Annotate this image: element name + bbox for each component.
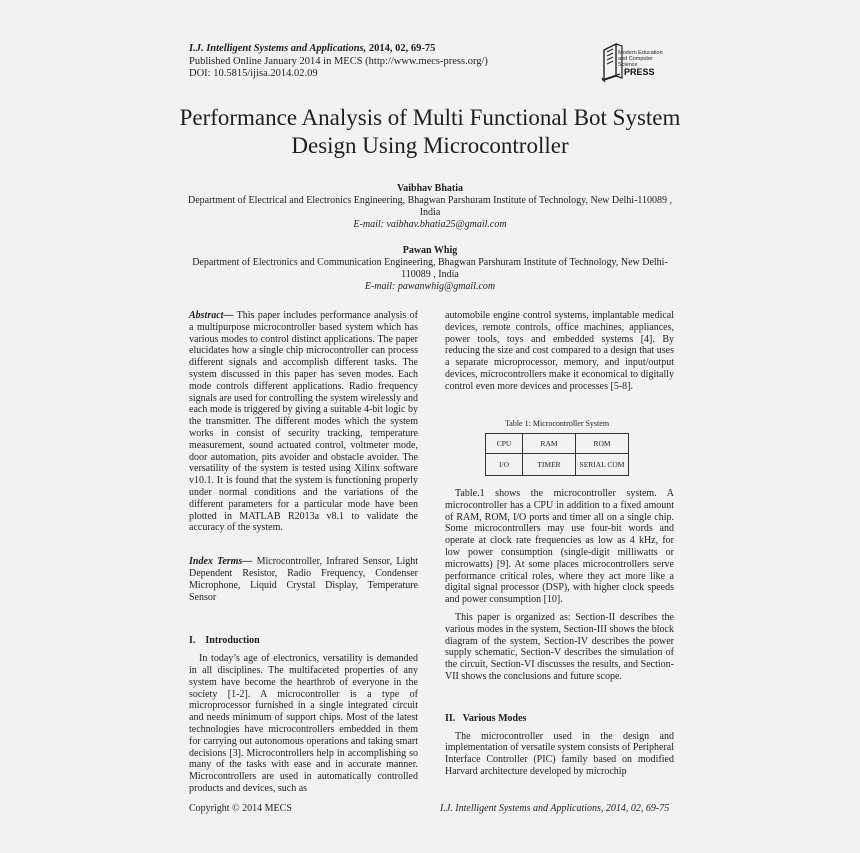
- author-block-1: [185, 183, 675, 231]
- footer-journal: I.J. Intelligent Systems and Applications, 2014, 02, 69-75: [440, 803, 670, 814]
- table-row: [486, 454, 629, 476]
- table-cell: TIMER: [523, 454, 576, 476]
- right-column-top: [445, 310, 674, 393]
- table-caption: Table 1: Microcontroller System: [504, 419, 610, 428]
- footer-copyright: Copyright © 2014 MECS: [189, 803, 292, 814]
- paragraph: This paper is organized as: Section-II describes the various modes in the system, Section-III shows the block diagram of the system, Section-IV describes the power supply schematic, Section-V describes the simulation of the circuit, Section-VI discusses the results, and Section-VII shows the conclusions and future scope.: [445, 611, 674, 682]
- section-heading: II. Various Modes: [445, 712, 527, 724]
- author-affiliation: Department of Electronics and Communication Engineering, Bhagwan Parshuram Institute of Technology, New Delhi-110089 , India: [192, 257, 668, 280]
- mecs-press-logo: [600, 40, 670, 82]
- author-block-2: [185, 245, 675, 293]
- table-cell: RAM: [523, 434, 576, 454]
- logo-press: PRESS: [624, 67, 655, 77]
- author-name: Vaibhav Bhatia: [396, 183, 464, 194]
- journal-ref: 2014, 02, 69-75: [368, 43, 436, 54]
- paper-title: Performance Analysis of Multi Functional Bot System Design Using Microcontroller: [179, 105, 681, 158]
- intro-paragraph: In today’s age of electronics, versatility is demanded in all disciplines. The multifaceted properties of any system have become the hearthrob of everyone in the society [1-2]. A microcontroller is a type of microprocessor furnished in a single integrated circuit and needs minimum of support chips. Most of the latest technologies have microcontrollers embedded in them for carrying out autonomous operations and taking smart decisions [3]. Microcontrollers help in accomplishing so many of the tasks with ease and in accurate manner. Microcontrollers are used in automatically controlled products and devices, such as: [189, 653, 418, 794]
- author-name: Pawan Whig: [402, 245, 458, 256]
- published-line: Published Online January 2014 in MECS (http://www.mecs-press.org/): [189, 55, 488, 67]
- author-email: E-mail: vaibhav.bhatia25@gmail.com: [353, 219, 507, 230]
- journal-header: [189, 43, 488, 81]
- doi-line: DOI: 10.5815/ijisa.2014.02.09: [189, 68, 318, 79]
- abstract-text: This paper includes performance analysis of a multipurpose microcontroller based system which has various modes to control distinct applications. The paper elucidates how a single chip microcontroller can process different signals and accomplish different tasks. The system discussed in this paper has seven modes. Each mode controls different applications. Radio frequency signals are used for controlling the system wirelessly and each mode is triggered by giving a suitable 4-bit logic by the transmitter. The different modes which the system works in consist of security tracking, temperature measurement, sound actuated control, voltmeter mode, door automation, pits avoider and obstacle avoider. The versatility of the system is tested using Xilinx software v10.1. It is found that the system is functioning properly under normal conditions and the variations of the different parameters for a particular mode have been plotted in MATLAB R2013a v8.1 to validate the accuracy of the system.: [189, 310, 418, 534]
- table-cell: I/O: [486, 454, 523, 476]
- paragraph: The microcontroller used in the design and implementation of versatile system consists of Peripheral Interface Controller (PIC) family based on modified Harvard architecture developed by microchip: [445, 730, 674, 777]
- table-row: [486, 434, 629, 454]
- right-column-bottom: [445, 488, 674, 778]
- paragraph: automobile engine control systems, implantable medical devices, remote controls, office machines, appliances, power tools, toys and embedded systems [4]. By reducing the size and cost compared to a design that uses a separate microprocessor, memory, and input/output devices, microcontrollers make it economical to digitally control even more devices and processes [5-8].: [445, 310, 674, 392]
- left-column: [189, 310, 418, 795]
- abstract: [189, 310, 418, 534]
- logo-caption: Modern Education and Computer Science: [618, 50, 663, 68]
- paragraph: Table.1 shows the microcontroller system. A microcontroller has a CPU in addition to a fixed amount of RAM, ROM, I/O ports and timer all on a single chip. Some microcontrollers may use four-bit words and operate at clock rate frequencies as low as 4 kHz, for low power consumption (single-digit milliwatts or microwatts) [9]. At some places microcontrollers serve performance critical roles, where they act more like a digital signal processor (DSP), with higher clock speeds and power consumption [10].: [445, 488, 674, 606]
- table-cell: ROM: [576, 434, 629, 454]
- author-affiliation: Department of Electrical and Electronics Engineering, Bhagwan Parshuram Institute of Technology, New Delhi-110089 , India: [187, 195, 673, 218]
- index-terms-label: Index Terms—: [189, 556, 253, 568]
- abstract-label: Abstract—: [189, 310, 234, 321]
- section-heading: I. Introduction: [189, 635, 260, 647]
- index-terms-text: Microcontroller, Infrared Sensor, Light Dependent Resistor, Radio Frequency, Condenser Microphone, Liquid Crystal Display, Temperature Sensor: [189, 556, 419, 603]
- microcontroller-table: [485, 433, 629, 476]
- index-terms: [189, 556, 418, 603]
- journal-name: I.J. Intelligent Systems and Applications,: [189, 43, 367, 54]
- table-cell: SERIAL COM: [576, 454, 629, 476]
- author-email: E-mail: pawanwhig@gmail.com: [364, 281, 496, 292]
- table-cell: CPU: [486, 434, 523, 454]
